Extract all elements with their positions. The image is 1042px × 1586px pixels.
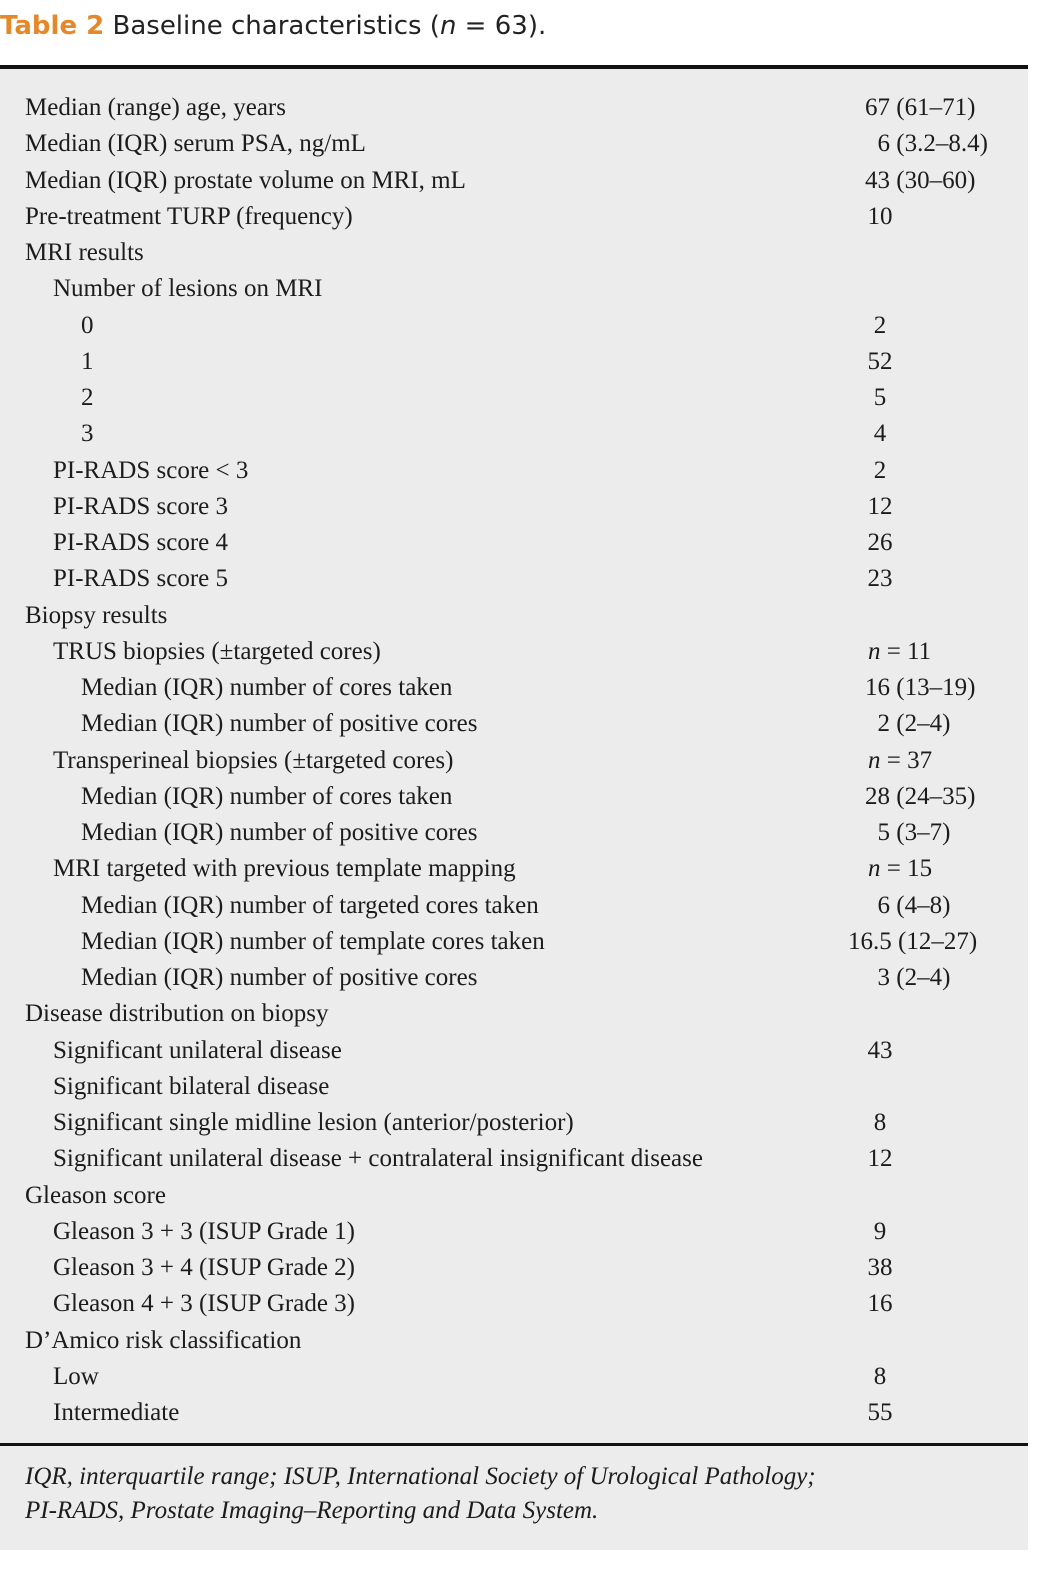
row-label: Median (IQR) number of cores taken: [81, 782, 453, 810]
table-row: [0, 416, 1028, 452]
table-row: [0, 706, 1028, 742]
row-label: Pre-treatment TURP (frequency): [25, 202, 353, 230]
row-label: PI-RADS score 5: [53, 565, 228, 593]
table-row: [0, 344, 1028, 380]
row-label: PI-RADS score 3: [53, 492, 228, 520]
row-label: Significant unilateral disease: [53, 1036, 342, 1064]
row-label: 2: [81, 384, 94, 411]
table-row: [0, 489, 1028, 525]
row-label: 0: [81, 311, 94, 339]
row-label: Significant bilateral disease: [53, 1072, 330, 1100]
table-row: [0, 1395, 1028, 1431]
table-number: Table 2: [0, 11, 105, 41]
table-row: [0, 235, 1028, 271]
row-label: Biopsy results: [25, 601, 168, 629]
table-row: [0, 271, 1028, 307]
row-label: Number of lesions on MRI: [53, 275, 323, 303]
row-value-text: 16: [867, 1290, 893, 1318]
table-row: [0, 126, 1028, 162]
row-value-text: 10: [867, 202, 893, 230]
row-label: Intermediate: [53, 1399, 180, 1426]
row-value-text: 67 (61–71): [865, 94, 976, 121]
table-row: [0, 960, 1028, 996]
row-value-text: 28 (24–35): [865, 782, 976, 810]
table-row: [0, 1033, 1028, 1069]
table-rows: [0, 90, 1028, 1431]
row-label: MRI results: [25, 239, 144, 266]
row-label: Gleason 4 + 3 (ISUP Grade 3): [53, 1290, 356, 1318]
row-value-text: 12: [867, 492, 893, 520]
row-value-text: 55: [867, 1399, 893, 1426]
row-label: D’Amico risk classification: [25, 1326, 302, 1354]
caption-text-after: = 63).: [456, 11, 547, 41]
row-label: Disease distribution on biopsy: [25, 1000, 329, 1028]
row-label: Gleason 3 + 3 (ISUP Grade 1): [53, 1217, 356, 1245]
row-value-text: 5 (3–7): [877, 819, 951, 846]
row-value-text: 2: [873, 456, 887, 484]
table-row: [0, 163, 1028, 199]
row-label: Median (IQR) number of targeted cores taken: [81, 891, 539, 919]
table-row: [0, 90, 1028, 126]
row-label: 1: [81, 347, 94, 375]
row-value-text: 43 (30–60): [865, 166, 976, 194]
row-label: Median (IQR) number of positive cores: [81, 964, 478, 991]
row-label: Gleason score: [25, 1181, 166, 1209]
table-row: [0, 779, 1028, 815]
row-label: 3: [81, 420, 94, 448]
table-row: [0, 598, 1028, 634]
row-value-text: 23: [867, 565, 893, 593]
table-row: [0, 1178, 1028, 1214]
row-value-text: 52: [867, 347, 893, 375]
row-label: PI-RADS score 4: [53, 529, 228, 556]
row-value-text: 6 (3.2–8.4): [877, 130, 988, 158]
row-value-text: 16.5 (12–27): [848, 927, 978, 955]
row-label: Median (IQR) number of template cores taken: [81, 927, 545, 955]
row-label: Median (IQR) number of cores taken: [81, 674, 453, 701]
table-row: [0, 1105, 1028, 1141]
row-value-text: 5: [873, 384, 887, 411]
table-row: [0, 199, 1028, 235]
row-value-text: n = 15: [868, 855, 933, 883]
caption-n-symbol: n: [439, 11, 457, 41]
row-value-text: 6 (4–8): [877, 891, 951, 919]
row-value-text: 2 (2–4): [877, 710, 951, 738]
row-label: Median (IQR) number of positive cores: [81, 710, 478, 738]
table-footnote: [25, 1460, 1015, 1528]
table-row: [0, 888, 1028, 924]
top-rule: [0, 65, 1028, 69]
bottom-rule: [0, 1443, 1028, 1446]
table-row: [0, 453, 1028, 489]
row-label: Significant unilateral disease + contralateral insignificant disease: [53, 1145, 703, 1173]
row-value-text: 38: [867, 1254, 893, 1281]
row-label: Transperineal biopsies (±targeted cores): [53, 746, 454, 774]
row-value-text: 12: [867, 1145, 893, 1173]
row-value-text: 8: [873, 1109, 887, 1136]
row-value-text: n = 37: [868, 746, 933, 774]
table-row: [0, 670, 1028, 706]
row-value-text: 16 (13–19): [865, 674, 976, 701]
row-value-text: n = 11: [868, 637, 932, 665]
table-row: [0, 1286, 1028, 1322]
row-value-text: 8: [873, 1362, 887, 1390]
row-label: Significant single midline lesion (anterior/posterior): [53, 1109, 574, 1136]
row-label: TRUS biopsies (±targeted cores): [53, 637, 381, 665]
row-label: PI-RADS score < 3: [53, 456, 249, 484]
footnote-line-2: PI-RADS, Prostate Imaging–Reporting and Data System.: [25, 1497, 599, 1524]
table-caption: [0, 6, 1042, 46]
table-row: [0, 561, 1028, 597]
row-label: Low: [53, 1362, 99, 1390]
row-label: Median (IQR) number of positive cores: [81, 819, 478, 846]
table-row: [0, 1250, 1028, 1286]
table-row: [0, 1141, 1028, 1177]
row-value-text: 9: [873, 1217, 887, 1245]
row-value-text: 3 (2–4): [877, 964, 951, 991]
table-row: [0, 634, 1028, 670]
row-label: Gleason 3 + 4 (ISUP Grade 2): [53, 1254, 356, 1281]
table-row: [0, 308, 1028, 344]
row-value-text: 2: [873, 311, 887, 339]
table-row: [0, 996, 1028, 1032]
footnote-line-1: IQR, interquartile range; ISUP, International Society of Urological Pathology;: [25, 1463, 816, 1490]
table-body: [0, 65, 1028, 1550]
caption-text-before: Baseline characteristics (: [112, 11, 440, 41]
row-value-text: 26: [867, 529, 893, 556]
table-row: [0, 815, 1028, 851]
row-label: Median (range) age, years: [25, 94, 286, 121]
row-label: Median (IQR) serum PSA, ng/mL: [25, 130, 366, 158]
row-label: Median (IQR) prostate volume on MRI, mL: [25, 166, 466, 194]
table-row: [0, 525, 1028, 561]
table-row: [0, 1214, 1028, 1250]
table-row: [0, 1069, 1028, 1105]
table-row: [0, 851, 1028, 887]
table-row: [0, 1359, 1028, 1395]
row-label: MRI targeted with previous template mapping: [53, 855, 516, 883]
table-row: [0, 380, 1028, 416]
table-row: [0, 924, 1028, 960]
table-row: [0, 1323, 1028, 1359]
row-value-text: 4: [873, 420, 887, 448]
table-row: [0, 743, 1028, 779]
row-value-text: 43: [867, 1036, 893, 1064]
